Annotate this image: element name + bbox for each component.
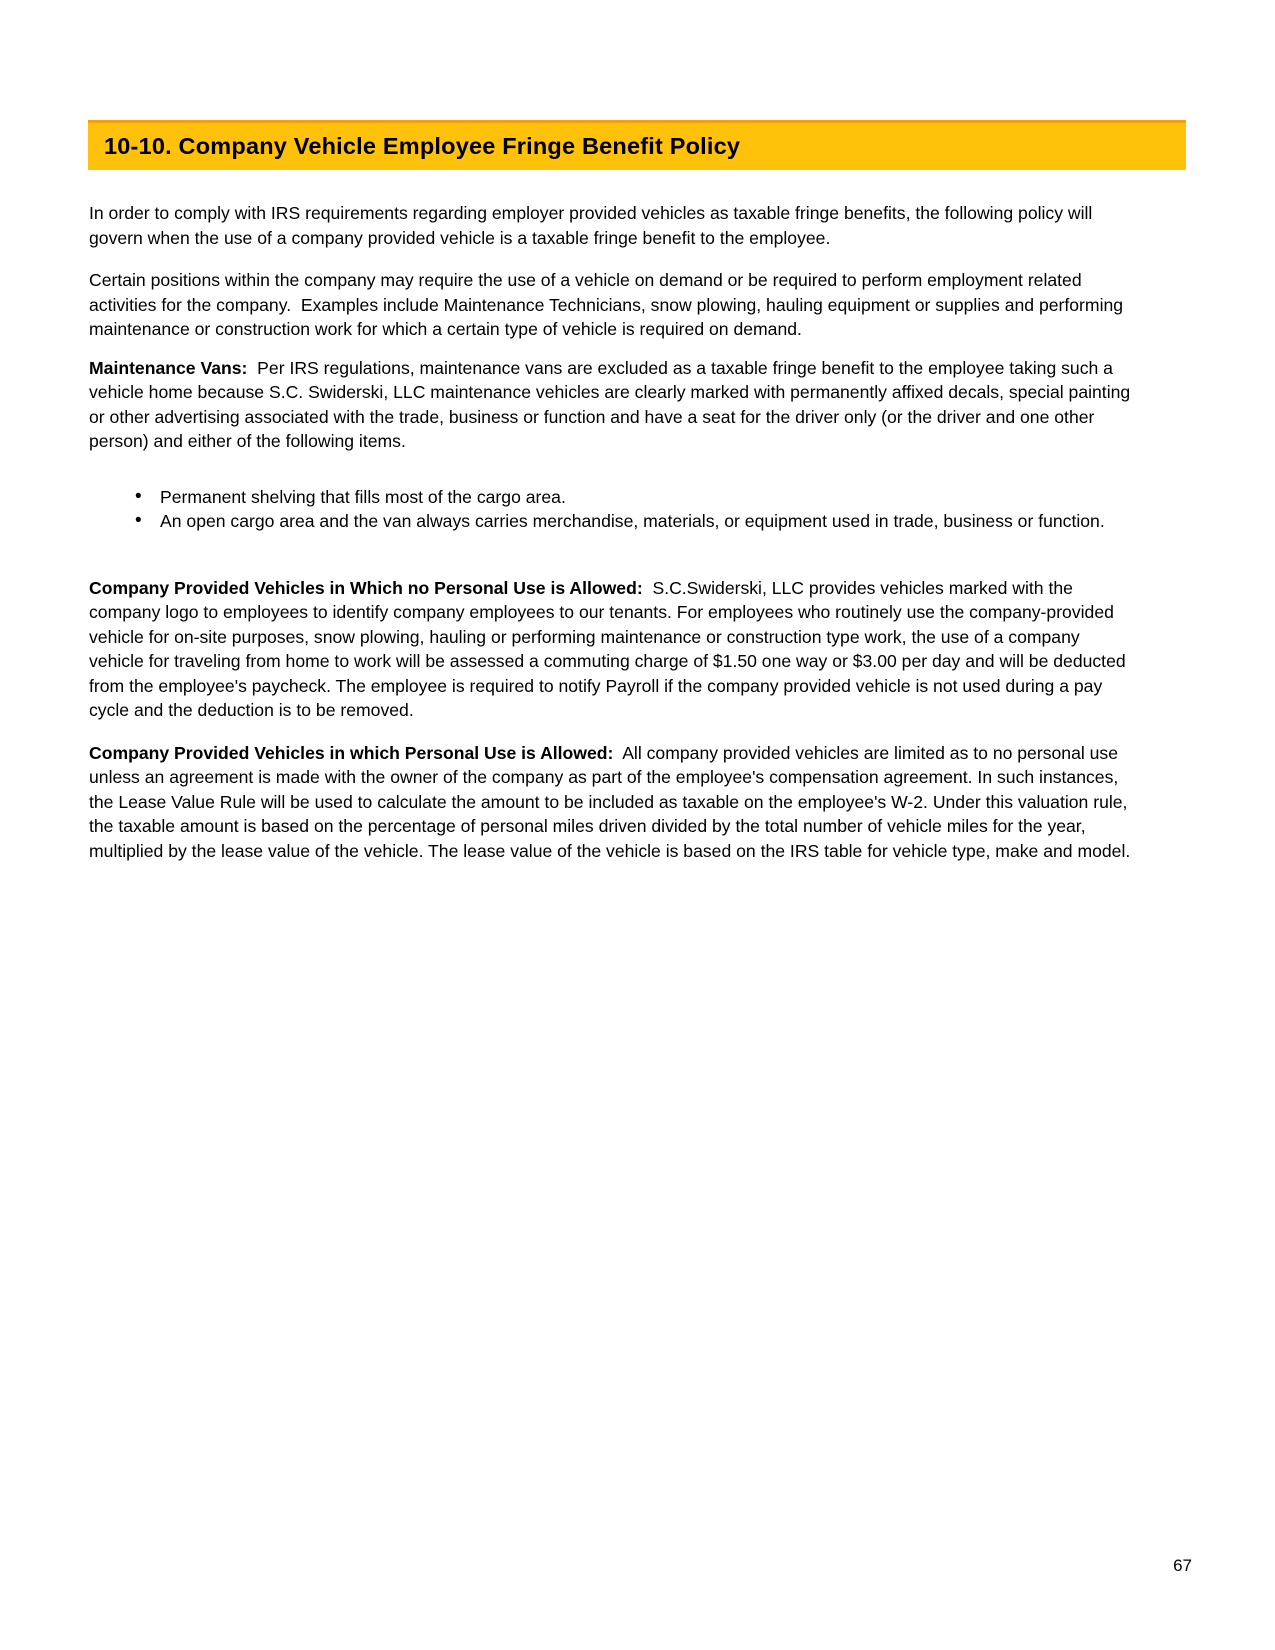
paragraph-text: Certain positions within the company may require the use of a vehicle on demand or be required to perform employment related activities for the company. Examples include Maintenance Technicians, snow plowing, hauling equipment or supplies and performing maintenance or construction work for which a certain type of vehicle is required on demand. (89, 270, 1128, 339)
page-number: 67 (1173, 1556, 1192, 1575)
paragraph-lead: Company Provided Vehicles in Which no Personal Use is Allowed: (89, 577, 643, 598)
paragraph-maintenance-vans (89, 356, 1136, 454)
section-header-title: 10-10. Company Vehicle Employee Fringe Benefit Policy (104, 133, 741, 159)
paragraph-lead: Company Provided Vehicles in which Personal Use is Allowed: (89, 742, 614, 763)
policy-body (89, 201, 1136, 881)
paragraph-text: Per IRS regulations, maintenance vans are excluded as a taxable fringe benefit to the employee taking such a vehicle home because S.C. Swiderski, LLC maintenance vehicles are clearly marked with permanently affixed decals, special painting or other advertising associated with the trade, business or function and have a seat for the driver only (or the driver and one other person) and either of the following items. (89, 357, 1136, 451)
list-item (160, 485, 1131, 510)
paragraph-intro (89, 201, 1131, 250)
list-item (160, 509, 1131, 534)
paragraph-lead: Maintenance Vans: (89, 357, 248, 378)
paragraph-text: S.C.Swiderski, LLC provides vehicles marked with the company logo to employees to identify company employees to our tenants. For employees who routinely use the company-provided vehicle for on-site purposes, snow plowing, hauling or performing maintenance or construction type work, the use of a company vehicle for traveling from home to work will be assessed a commuting charge of $1.50 one way or $3.00 per day and will be deducted from the employee's paycheck. The employee is required to notify Payroll if the company provided vehicle is not used during a pay cycle and the deduction is to be removed. (89, 577, 1131, 720)
paragraph-no-personal-use (89, 576, 1131, 723)
list-item-text: An open cargo area and the van always carries merchandise, materials, or equipment used in trade, business or function. (160, 511, 1105, 531)
paragraph-text: All company provided vehicles are limited as to no personal use unless an agreement is made with the owner of the company as part of the employee's compensation agreement. In such instances, the Lease Value Rule will be used to calculate the amount to be included as taxable on the employee's W-2. Under this valuation rule, the taxable amount is based on the percentage of personal miles driven divided by the total number of vehicle miles for the year, multiplied by the lease value of the vehicle. The lease value of the vehicle is based on the IRS table for vehicle type, make and model. (89, 742, 1133, 861)
paragraph-text: In order to comply with IRS requirements regarding employer provided vehicles as taxable fringe benefits, the following policy will govern when the use of a company provided vehicle is a taxable fringe benefit to the employee. (89, 203, 1098, 248)
section-header-bar (88, 120, 1186, 170)
bullet-list (89, 485, 1131, 534)
paragraph-positions (89, 268, 1131, 342)
paragraph-personal-use-allowed (89, 741, 1131, 864)
list-item-text: Permanent shelving that fills most of the cargo area. (160, 486, 566, 507)
